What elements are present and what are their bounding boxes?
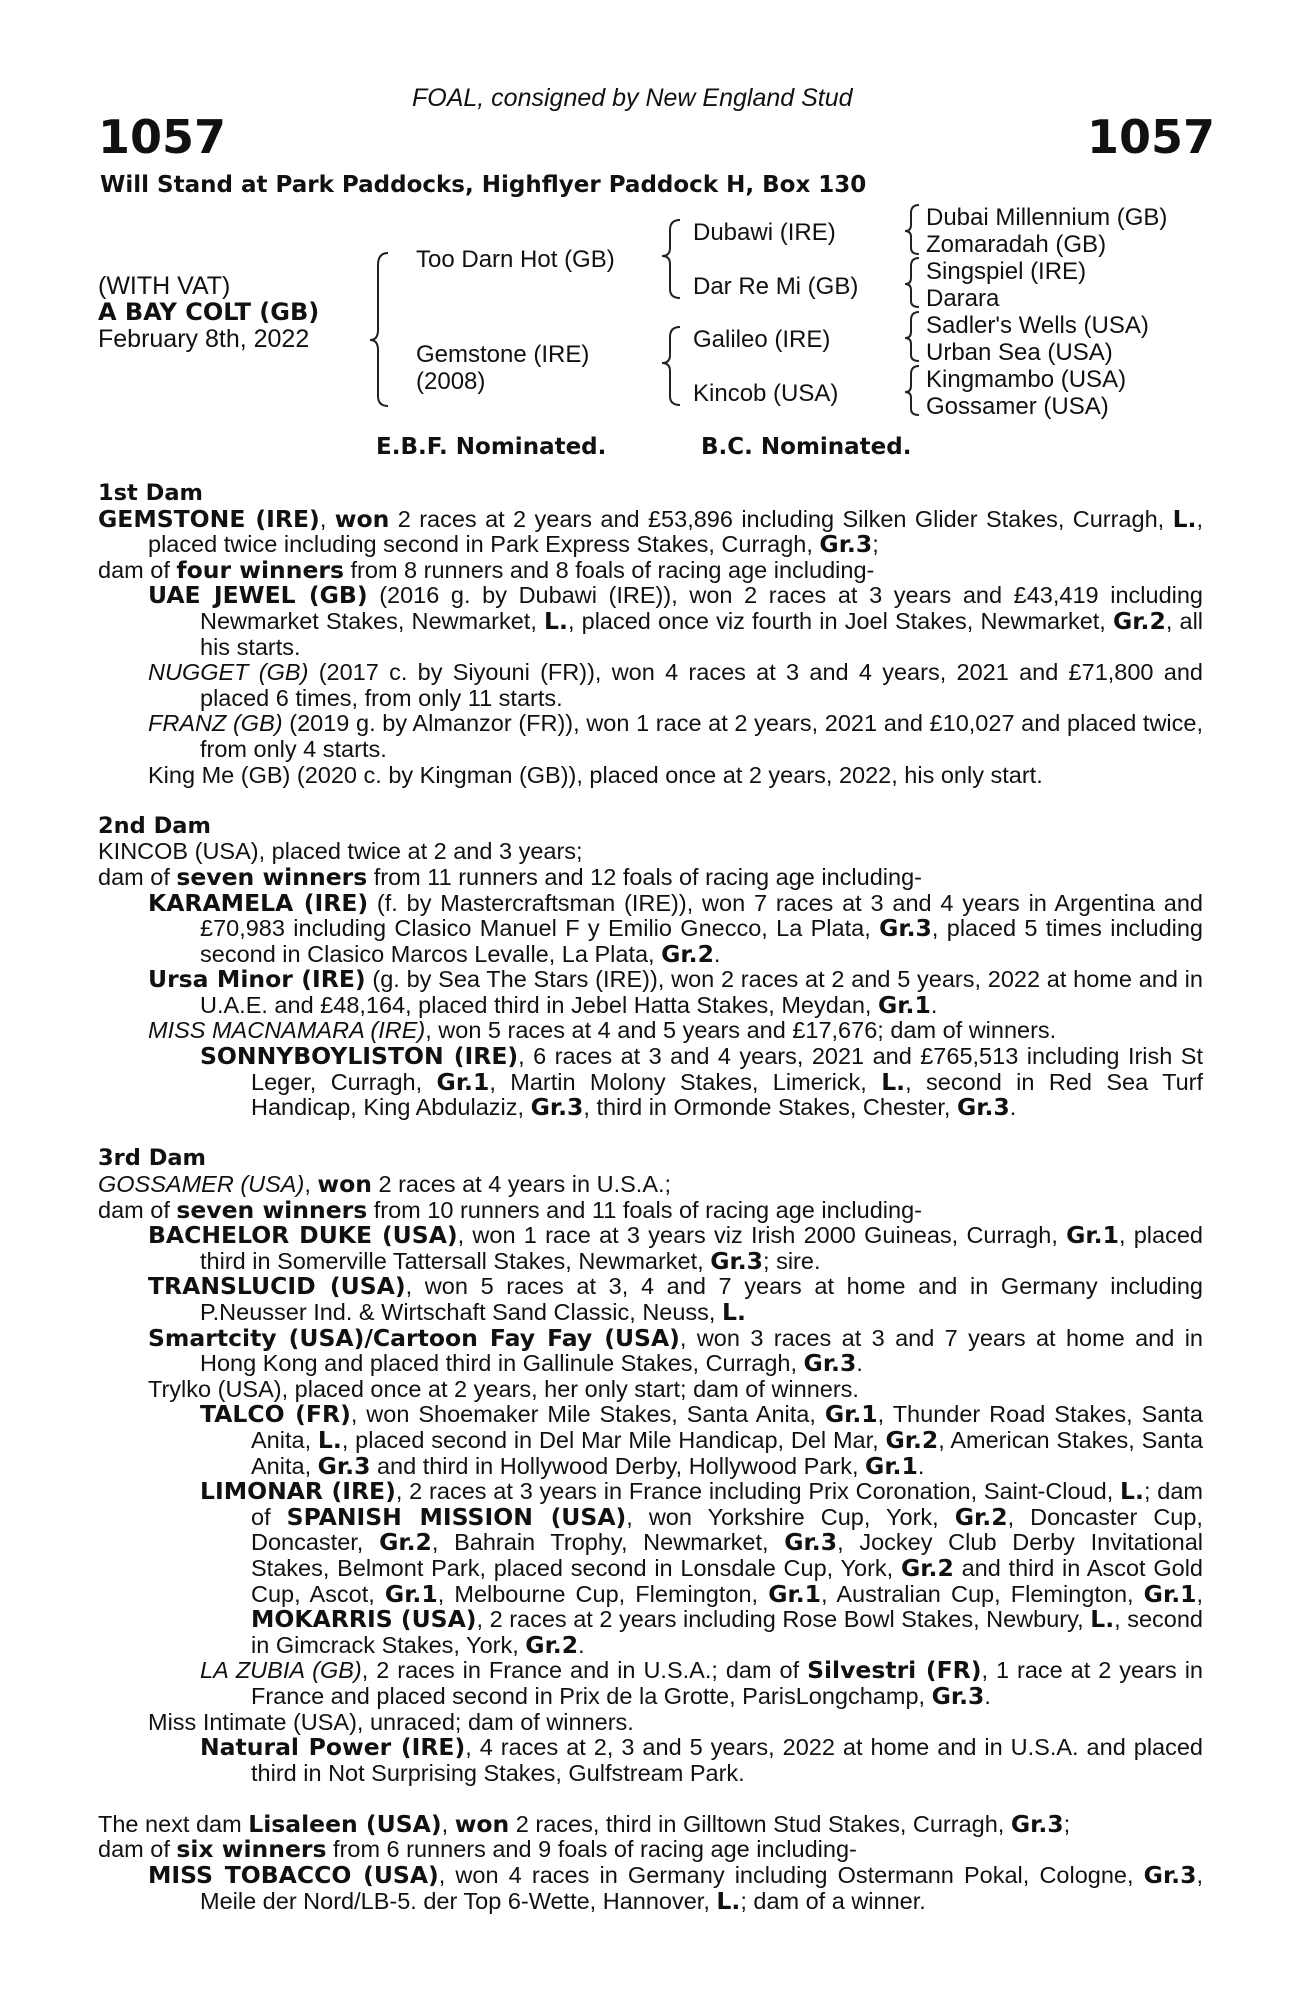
text-run: and third in Hollywood Derby, Hollywood Park, [370,1452,866,1479]
grade-label: Gr.1 [1066,1221,1119,1250]
text-run: (g. by Sea The Stars (IRE)), won 2 races at 2 and 5 years, 2022 at home and in U.A.E. and £48,164, placed third in Jebel Hatta Stakes, Meydan, [200,966,1203,1018]
bc-nomination: B.C. Nominated. [701,434,912,460]
bracket-parents [370,253,388,406]
grade-label: Gr.3 [1143,1861,1197,1890]
pedigree-dam-dam: Kincob (USA) [693,380,839,407]
bracket-dam [662,327,680,405]
horse-name: TRANSLUCID (USA) [148,1272,406,1301]
grade-label: Gr.3 [819,530,873,559]
text-run: Trylko (USA), placed once at 2 years, her only start; dam of winners. [148,1375,859,1402]
horse-name: Smartcity (USA)/Cartoon Fay Fay (USA) [148,1323,680,1352]
grade-label: L. [1120,1477,1144,1506]
text-run: ; [1063,1810,1071,1837]
grade-label: Gr.1 [878,990,931,1019]
grade-label: L. [1172,504,1197,533]
text-run: , 1 race at 2 years in France and placed second in Prix de la Grotte, ParisLongchamp, [251,1657,1203,1709]
next-dam-entry [98,1809,1203,1838]
bracket-ds [905,312,919,361]
grade-label: Gr.1 [768,1579,822,1608]
pedigree-ddd: Gossamer (USA) [926,393,1109,420]
pedigree-dam-sire: Galileo (IRE) [693,326,831,353]
pedigree-sire: Too Darn Hot (GB) [416,246,615,273]
grade-label: Gr.2 [900,1553,954,1582]
text-run: , Thunder Road Stakes, Santa Anita, [251,1401,1203,1453]
consignment-line: FOAL, consigned by New England Stud [412,84,853,112]
grade-label: Gr.2 [661,939,714,968]
text-run: from 8 runners and 8 foals of racing age including- [344,556,875,583]
text-run: 2 races at 4 years in U.S.A.; [371,1171,672,1198]
catalogue-body [98,481,1203,1914]
grade-label: Gr.2 [379,1528,432,1557]
horse-name: SONNYBOYLISTON (IRE) [200,1042,519,1071]
section-heading-1st-dam: 1st Dam [98,480,203,506]
produce-entry [98,1044,1203,1121]
produce-entry [98,888,1204,968]
text-run: , Melbourne Cup, Flemington, [437,1580,769,1607]
text-run: , [441,1810,455,1837]
grade-label: Gr.1 [824,1400,878,1429]
text-run: ; sire. [763,1247,821,1274]
bracket-dd [905,366,919,415]
text-run: won [454,1809,510,1838]
text-run: . [930,991,938,1018]
text-run: six winners [176,1835,327,1864]
horse-name: NUGGET (GB) [148,659,309,686]
text-run: , won 4 races in Germany including Ostermann Pokal, Cologne, [438,1862,1144,1889]
grade-label: L. [881,1067,906,1096]
text-run: , placed twice including second in Park Express Stakes, Curragh, [148,505,1204,558]
text-run: , 2 races at 3 years in France including Prix Coronation, Saint-Cloud, [395,1478,1121,1505]
lot-title: A BAY COLT (GB) [98,298,320,326]
text-run: , [319,505,335,532]
text-run: , [304,1171,318,1198]
vat-note: (WITH VAT) [98,272,231,300]
text-run: , Doncaster Cup, Doncaster, [251,1503,1203,1556]
text-run: 2 races at 2 years and £53,896 including Silken Glider Stakes, Curragh, [389,505,1173,532]
grade-label: Gr.1 [436,1067,490,1096]
produce-summary [98,1837,1203,1863]
produce-entry [98,1377,1203,1403]
grade-label: L. [722,1298,746,1326]
lot-number-left: 1057 [98,110,227,164]
dam-entry [98,504,1204,559]
grade-label: Gr.3 [803,1349,857,1378]
text-run: four winners [176,555,344,584]
produce-entry [98,1274,1203,1325]
grade-label: Gr.2 [1113,606,1166,635]
horse-name: Lisaleen (USA) [248,1809,442,1838]
pedigree-sire-sire: Dubawi (IRE) [693,219,836,246]
text-run: . [917,1452,925,1479]
text-run: , 4 races at 2, 3 and 5 years, 2022 at home and in U.S.A. and placed third in Not Surprising Stakes, Gulfstream Park. [251,1734,1203,1786]
pedigree-sdd: Darara [926,285,1000,312]
produce-entry [98,1323,1203,1378]
bracket-sd [905,258,919,307]
grade-label: Gr.3 [879,914,932,943]
horse-name: TALCO (FR) [200,1400,351,1429]
text-run: dam of [98,863,177,890]
text-run: . [713,940,721,967]
horse-name: MISS TOBACCO (USA) [148,1861,439,1890]
text-run: , placed second in Del Mar Mile Handicap, Del Mar, [341,1426,886,1453]
pedigree-sire-dam: Dar Re Mi (GB) [693,273,859,300]
text-run: , [1196,1580,1204,1607]
pedigree-dds: Kingmambo (USA) [926,366,1127,393]
text-run: ; dam of [251,1478,1203,1530]
text-run: from 10 runners and 11 foals of racing age including- [367,1196,922,1223]
text-run: seven winners [176,1195,368,1224]
text-run: , won 5 races at 4 and 5 years and £17,676; dam of winners. [425,1017,1057,1044]
grade-label: Gr.3 [956,1093,1010,1122]
text-run: , Bahrain Trophy, Newmarket, [431,1529,785,1556]
text-run: dam of [98,1196,177,1223]
produce-entry [98,1710,1203,1736]
grade-label: L. [317,1425,342,1454]
pedigree-dam: Gemstone (IRE) [416,341,590,368]
bracket-ss [905,205,919,254]
pedigree-dam-year: (2008) [416,368,486,395]
text-run: , third in Ormonde Stakes, Chester, [583,1094,957,1121]
horse-name: LIMONAR (IRE) [200,1477,396,1506]
text-run: (2016 g. by Dubawi (IRE)), won 2 races at 3 years and £43,419 including Newmarket Stakes, Newmarket, [200,582,1203,634]
produce-entry [98,1863,1203,1914]
pedigree-sds: Singspiel (IRE) [926,258,1087,285]
text-run: , 2 races at 2 years including Rose Bowl Stakes, Newbury, [476,1606,1091,1633]
horse-name: Silvestri (FR) [807,1656,982,1685]
text-run: dam of [98,556,177,583]
pedigree-ssd: Zomaradah (GB) [926,231,1107,258]
horse-name: BACHELOR DUKE (USA) [148,1221,458,1250]
horse-name: KARAMELA (IRE) [148,888,369,917]
grade-label: Gr.3 [784,1528,838,1557]
text-run: The next dam [98,1810,249,1837]
text-run: . [856,1350,863,1377]
text-run: , Martin Molony Stakes, Limerick, [489,1068,882,1095]
text-run: from 11 runners and 12 foals of racing age including- [367,863,922,890]
horse-name: Ursa Minor (IRE) [148,965,366,994]
text-run: , American Stakes, Santa Anita, [251,1426,1204,1479]
grade-label: Gr.1 [865,1451,918,1480]
pedigree-dsd: Urban Sea (USA) [926,339,1113,366]
horse-name: SPANISH MISSION (USA) [286,1502,627,1531]
text-run: won [334,504,390,533]
text-run: seven winners [176,862,368,891]
text-run: ; [872,531,879,558]
text-run: (2017 c. by Siyouni (FR)), won 4 races at 3 and 4 years, 2021 and £71,800 and placed 6 times, from only 11 starts. [200,659,1203,711]
pedigree-sss: Dubai Millennium (GB) [926,204,1168,231]
text-run: , Jockey Club Derby Invitational Stakes, Belmont Park, placed second in Lonsdale Cup, York, [251,1529,1203,1581]
grade-label: Gr.3 [1010,1809,1064,1838]
horse-name: UAE JEWEL (GB) [148,581,368,610]
horse-name: LA ZUBIA (GB) [200,1657,362,1684]
horse-name: MOKARRIS (USA) [251,1605,477,1634]
produce-entry [98,1223,1203,1274]
dam-entry [98,839,1203,865]
text-run: , placed once viz fourth in Joel Stakes, Newmarket, [567,607,1113,634]
section-heading-3rd-dam: 3rd Dam [98,1145,206,1172]
produce-entry [98,967,1203,1018]
text-run: , placed 5 times including second in Clasico Marcos Levalle, La Plata, [200,915,1204,967]
text-run: KINCOB (USA), placed twice at 2 and 3 years; [98,838,583,865]
text-run: , won 1 race at 3 years viz Irish 2000 Guineas, Curragh, [457,1222,1067,1249]
grade-label: Gr.3 [317,1451,371,1480]
grade-label: L. [1090,1605,1115,1634]
text-run: , won 5 races at 3, 4 and 7 years at home and in Germany including P.Neusser Ind. & Wirtschaft Sand Classic, Neuss, [200,1273,1203,1325]
stand-location: Will Stand at Park Paddocks, Highflyer Paddock H, Box 130 [100,172,867,198]
lot-number-right: 1057 [1087,110,1216,164]
grade-label: L. [716,1886,741,1915]
text-run: , won Yorkshire Cup, York, [626,1503,955,1530]
grade-label: Gr.2 [954,1502,1008,1531]
text-run: from 6 runners and 9 foals of racing age including- [326,1836,857,1863]
produce-entry [98,1735,1203,1786]
produce-entry [98,711,1203,762]
text-run: , placed third in Somerville Tattersall Stakes, Newmarket, [200,1222,1203,1274]
produce-entry [98,1479,1203,1658]
text-run: . [1009,1094,1017,1121]
text-run: ; dam of a winner. [740,1887,926,1914]
horse-name: GEMSTONE (IRE) [98,504,320,533]
grade-label: L. [544,606,568,635]
grade-label: Gr.3 [530,1093,584,1122]
horse-name: Natural Power (IRE) [200,1733,466,1762]
horse-name: MISS MACNAMARA (IRE) [148,1017,426,1044]
grade-label: Gr.1 [1143,1579,1197,1608]
text-run: , second in Gimcrack Stakes, York, [251,1606,1203,1658]
text-run: , won Shoemaker Mile Stakes, Santa Anita, [350,1401,825,1428]
text-run: (2019 g. by Almanzor (FR)), won 1 race at 2 years, 2021 and £10,027 and placed twice, from only 4 starts. [200,710,1203,762]
pedigree-dss: Sadler's Wells (USA) [926,312,1149,339]
produce-summary [98,1195,1203,1224]
produce-entry [98,1018,1203,1044]
produce-entry [98,583,1203,660]
text-run: won [317,1170,372,1199]
text-run: , 2 races in France and in U.S.A.; dam of [361,1657,808,1684]
produce-entry [98,1658,1203,1709]
foaling-date: February 8th, 2022 [98,325,310,353]
text-run: , Australian Cup, Flemington, [821,1580,1144,1607]
text-run: . [984,1682,991,1709]
text-run: , all his starts. [200,607,1204,660]
produce-summary [98,862,1203,891]
text-run: , second in Red Sea Turf Handicap, King Abdulaziz, [251,1068,1204,1121]
ebf-nomination: E.B.F. Nominated. [376,434,607,460]
produce-entry [98,763,1203,789]
horse-name: FRANZ (GB) [148,710,283,737]
text-run: King Me (GB) (2020 c. by Kingman (GB)), placed once at 2 years, 2022, his only start. [148,761,1043,788]
produce-entry [98,1402,1203,1479]
grade-label: Gr.3 [931,1681,985,1710]
text-run: , won 3 races at 3 and 7 years at home and in Hong Kong and placed third in Gallinule Stakes, Curragh, [200,1324,1203,1377]
grade-label: Gr.2 [525,1630,579,1659]
text-run: dam of [98,1836,177,1863]
section-heading-2nd-dam: 2nd Dam [98,812,211,839]
text-run: (f. by Mastercraftsman (IRE)), won 7 races at 3 and 4 years in Argentina and £70,983 including Clasico Manuel F y Emilio Gnecco, La Plata, [200,889,1203,942]
text-run: and third in Ascot Gold Cup, Ascot, [251,1554,1203,1607]
grade-label: Gr.2 [885,1425,939,1454]
bracket-sire [662,220,680,298]
text-run: Miss Intimate (USA), unraced; dam of winners. [148,1708,634,1735]
text-run: , 6 races at 3 and 4 years, 2021 and £765,513 including Irish St Leger, Curragh, [251,1043,1203,1095]
grade-label: Gr.3 [710,1246,764,1275]
dam-entry [98,1172,1203,1198]
horse-name: GOSSAMER (USA) [98,1171,305,1198]
produce-summary [98,555,1203,584]
produce-entry [98,660,1203,711]
text-run: . [578,1631,585,1658]
text-run: 2 races, third in Gilltown Stud Stakes, Curragh, [509,1810,1011,1837]
text-run: , Meile der Nord/LB-5. der Top 6-Wette, Hannover, [200,1862,1203,1914]
grade-label: Gr.1 [384,1579,438,1608]
